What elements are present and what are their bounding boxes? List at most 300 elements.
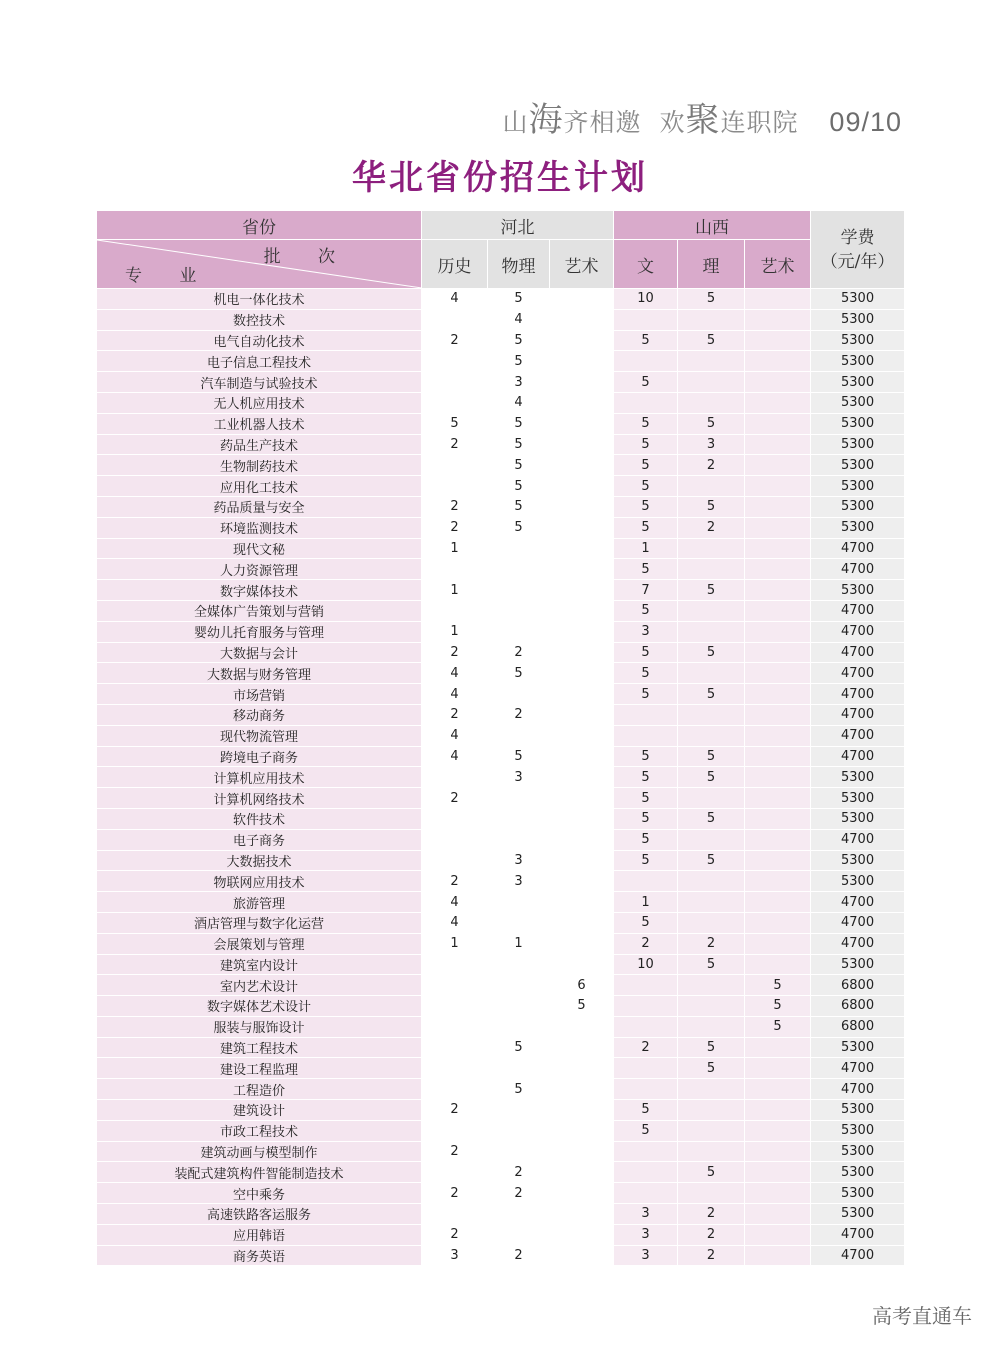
- shanxi-art: [745, 892, 811, 913]
- hebei-history: [422, 996, 488, 1017]
- shanxi-art: [745, 829, 811, 850]
- tuition-fee: 5300: [811, 289, 905, 310]
- hebei-physics: [488, 600, 550, 621]
- shanxi-liberal: 3: [614, 1204, 678, 1225]
- hebei-art: 5: [550, 996, 614, 1017]
- hebei-physics: 2: [488, 1162, 550, 1183]
- table-row: [97, 1204, 905, 1225]
- hebei-art: [550, 725, 614, 746]
- tuition-fee: 4700: [811, 933, 905, 954]
- hebei-history: [422, 829, 488, 850]
- hebei-art: [550, 684, 614, 705]
- table-row: [97, 1037, 905, 1058]
- header-major: 专 业: [125, 266, 213, 286]
- hebei-art: [550, 621, 614, 642]
- shanxi-science: [678, 600, 745, 621]
- header-shanxi: 山西: [614, 211, 811, 240]
- major-name: 移动商务: [97, 704, 422, 725]
- shanxi-science: 5: [678, 1162, 745, 1183]
- shanxi-art: [745, 1224, 811, 1245]
- hebei-physics: 3: [488, 372, 550, 393]
- shanxi-science: 5: [678, 850, 745, 871]
- major-name: 现代物流管理: [97, 725, 422, 746]
- hebei-history: 1: [422, 621, 488, 642]
- major-name: 电子信息工程技术: [97, 351, 422, 372]
- major-name: 全媒体广告策划与营销: [97, 600, 422, 621]
- tuition-fee: 5300: [811, 871, 905, 892]
- hebei-history: 1: [422, 933, 488, 954]
- table-row: [97, 1100, 905, 1121]
- major-name: 市政工程技术: [97, 1120, 422, 1141]
- header-sx-liberal: 文: [614, 240, 678, 289]
- shanxi-art: [745, 1079, 811, 1100]
- page-title: 华北省份招生计划: [352, 158, 648, 198]
- hebei-physics: [488, 1141, 550, 1162]
- hebei-art: [550, 808, 614, 829]
- shanxi-art: [745, 517, 811, 538]
- tuition-fee: 5300: [811, 476, 905, 497]
- shanxi-science: 2: [678, 517, 745, 538]
- shanxi-liberal: 5: [614, 1120, 678, 1141]
- table-row: [97, 912, 905, 933]
- hebei-physics: 3: [488, 767, 550, 788]
- page-number: 09/10: [829, 107, 902, 137]
- major-name: 计算机网络技术: [97, 788, 422, 809]
- hebei-physics: [488, 892, 550, 913]
- hebei-physics: [488, 1224, 550, 1245]
- table-row: [97, 1016, 905, 1037]
- shanxi-liberal: 3: [614, 621, 678, 642]
- shanxi-science: 2: [678, 455, 745, 476]
- hebei-physics: 5: [488, 413, 550, 434]
- hebei-history: 2: [422, 517, 488, 538]
- hebei-physics: [488, 1058, 550, 1079]
- shanxi-science: 2: [678, 933, 745, 954]
- major-name: 药品质量与安全: [97, 496, 422, 517]
- shanxi-art: [745, 434, 811, 455]
- tuition-fee: 4700: [811, 684, 905, 705]
- tuition-fee: 4700: [811, 1079, 905, 1100]
- shanxi-liberal: 2: [614, 1037, 678, 1058]
- hebei-art: [550, 871, 614, 892]
- major-name: 工业机器人技术: [97, 413, 422, 434]
- header-fee-line1: 学费: [840, 227, 875, 248]
- shanxi-liberal: 5: [614, 330, 678, 351]
- shanxi-liberal: 3: [614, 1224, 678, 1245]
- shanxi-liberal: [614, 996, 678, 1017]
- tuition-fee: 4700: [811, 892, 905, 913]
- table-row: [97, 642, 905, 663]
- hebei-history: [422, 1079, 488, 1100]
- table-row: [97, 517, 905, 538]
- hebei-art: [550, 351, 614, 372]
- shanxi-science: [678, 1120, 745, 1141]
- table-row: [97, 476, 905, 497]
- shanxi-science: 5: [678, 289, 745, 310]
- shanxi-science: [678, 704, 745, 725]
- table-row: [97, 954, 905, 975]
- table-row: [97, 496, 905, 517]
- hebei-history: [422, 1037, 488, 1058]
- shanxi-liberal: 5: [614, 455, 678, 476]
- shanxi-liberal: 5: [614, 372, 678, 393]
- major-name: 建设工程监理: [97, 1058, 422, 1079]
- table-row: [97, 933, 905, 954]
- shanxi-art: [745, 1058, 811, 1079]
- hebei-art: [550, 933, 614, 954]
- shanxi-art: 5: [745, 996, 811, 1017]
- shanxi-liberal: 3: [614, 1245, 678, 1266]
- hebei-history: 4: [422, 746, 488, 767]
- shanxi-science: [678, 829, 745, 850]
- hebei-history: [422, 1204, 488, 1225]
- shanxi-art: [745, 351, 811, 372]
- shanxi-science: [678, 912, 745, 933]
- hebei-physics: [488, 829, 550, 850]
- hebei-physics: [488, 559, 550, 580]
- hebei-art: [550, 413, 614, 434]
- header-batch: 批 次: [263, 247, 351, 267]
- hebei-art: [550, 538, 614, 559]
- hebei-history: [422, 455, 488, 476]
- tuition-fee: 4700: [811, 746, 905, 767]
- shanxi-science: 2: [678, 1224, 745, 1245]
- shanxi-art: [745, 621, 811, 642]
- tuition-fee: 4700: [811, 725, 905, 746]
- tuition-fee: 5300: [811, 1120, 905, 1141]
- hebei-art: [550, 1245, 614, 1266]
- major-name: 空中乘务: [97, 1183, 422, 1204]
- shanxi-art: [745, 788, 811, 809]
- major-name: 建筑室内设计: [97, 954, 422, 975]
- slogan-char-large: 海: [528, 100, 564, 140]
- shanxi-art: [745, 642, 811, 663]
- hebei-physics: [488, 788, 550, 809]
- hebei-art: [550, 1162, 614, 1183]
- shanxi-science: 5: [678, 684, 745, 705]
- table-row: [97, 1141, 905, 1162]
- shanxi-science: [678, 538, 745, 559]
- hebei-art: [550, 1079, 614, 1100]
- tuition-fee: 5300: [811, 1037, 905, 1058]
- table-row: [97, 372, 905, 393]
- shanxi-science: 5: [678, 746, 745, 767]
- header-sx-art: 艺术: [745, 240, 811, 289]
- table-row: [97, 455, 905, 476]
- hebei-art: [550, 850, 614, 871]
- hebei-art: [550, 829, 614, 850]
- hebei-history: 2: [422, 1224, 488, 1245]
- shanxi-liberal: [614, 1141, 678, 1162]
- major-name: 商务英语: [97, 1245, 422, 1266]
- shanxi-art: 5: [745, 1016, 811, 1037]
- slogan-text: 齐相邀: [563, 108, 642, 137]
- shanxi-art: [745, 1204, 811, 1225]
- table-row: [97, 1079, 905, 1100]
- hebei-art: [550, 1224, 614, 1245]
- tuition-fee: 5300: [811, 372, 905, 393]
- hebei-history: [422, 351, 488, 372]
- shanxi-science: [678, 1141, 745, 1162]
- major-name: 大数据与会计: [97, 642, 422, 663]
- shanxi-science: 3: [678, 434, 745, 455]
- major-name: 机电一体化技术: [97, 289, 422, 310]
- table-row: [97, 413, 905, 434]
- table-row: [97, 1162, 905, 1183]
- shanxi-liberal: 1: [614, 538, 678, 559]
- hebei-art: [550, 517, 614, 538]
- hebei-physics: 5: [488, 351, 550, 372]
- hebei-history: 2: [422, 434, 488, 455]
- hebei-art: [550, 309, 614, 330]
- shanxi-art: [745, 1245, 811, 1266]
- shanxi-science: 5: [678, 413, 745, 434]
- hebei-history: [422, 1016, 488, 1037]
- hebei-physics: [488, 975, 550, 996]
- shanxi-science: 5: [678, 954, 745, 975]
- hebei-history: 2: [422, 1183, 488, 1204]
- header-fee-line2: （元/年）: [820, 251, 895, 272]
- hebei-history: 1: [422, 580, 488, 601]
- hebei-history: 4: [422, 912, 488, 933]
- hebei-art: [550, 788, 614, 809]
- major-name: 工程造价: [97, 1079, 422, 1100]
- major-name: 数字媒体艺术设计: [97, 996, 422, 1017]
- shanxi-science: [678, 1079, 745, 1100]
- shanxi-liberal: 5: [614, 600, 678, 621]
- major-name: 婴幼儿托育服务与管理: [97, 621, 422, 642]
- tuition-fee: 4700: [811, 1058, 905, 1079]
- hebei-art: [550, 372, 614, 393]
- major-name: 旅游管理: [97, 892, 422, 913]
- tuition-fee: 5300: [811, 517, 905, 538]
- shanxi-art: [745, 1162, 811, 1183]
- header-province: 省份: [97, 211, 422, 240]
- tuition-fee: 5300: [811, 309, 905, 330]
- hebei-art: [550, 289, 614, 310]
- major-name: 会展策划与管理: [97, 933, 422, 954]
- shanxi-art: [745, 767, 811, 788]
- table-row: [97, 600, 905, 621]
- hebei-physics: [488, 621, 550, 642]
- hebei-physics: 3: [488, 871, 550, 892]
- table-row: [97, 1183, 905, 1204]
- shanxi-liberal: [614, 392, 678, 413]
- shanxi-liberal: [614, 1058, 678, 1079]
- tuition-fee: 5300: [811, 580, 905, 601]
- table-row: [97, 871, 905, 892]
- major-name: 大数据与财务管理: [97, 663, 422, 684]
- hebei-history: [422, 767, 488, 788]
- shanxi-art: [745, 330, 811, 351]
- major-name: 服装与服饰设计: [97, 1016, 422, 1037]
- tuition-fee: 5300: [811, 1204, 905, 1225]
- shanxi-art: [745, 850, 811, 871]
- table-row: [97, 767, 905, 788]
- hebei-art: [550, 892, 614, 913]
- shanxi-art: [745, 476, 811, 497]
- shanxi-science: [678, 559, 745, 580]
- shanxi-liberal: 5: [614, 767, 678, 788]
- shanxi-art: [745, 684, 811, 705]
- shanxi-science: 5: [678, 808, 745, 829]
- shanxi-science: [678, 392, 745, 413]
- tuition-fee: 4700: [811, 538, 905, 559]
- shanxi-art: [745, 580, 811, 601]
- hebei-art: [550, 476, 614, 497]
- shanxi-science: [678, 871, 745, 892]
- slogan-text: 连职院: [720, 108, 799, 137]
- hebei-art: [550, 1037, 614, 1058]
- tuition-fee: 4700: [811, 1224, 905, 1245]
- hebei-physics: 1: [488, 933, 550, 954]
- shanxi-science: 2: [678, 1204, 745, 1225]
- shanxi-science: [678, 1016, 745, 1037]
- shanxi-art: [745, 725, 811, 746]
- shanxi-art: [745, 1120, 811, 1141]
- major-name: 高速铁路客运服务: [97, 1204, 422, 1225]
- major-name: 现代文秘: [97, 538, 422, 559]
- shanxi-art: [745, 663, 811, 684]
- shanxi-science: [678, 788, 745, 809]
- hebei-art: [550, 954, 614, 975]
- hebei-history: [422, 808, 488, 829]
- hebei-physics: 4: [488, 392, 550, 413]
- hebei-physics: 4: [488, 309, 550, 330]
- shanxi-science: [678, 996, 745, 1017]
- tuition-fee: 5300: [811, 1100, 905, 1121]
- hebei-physics: 5: [488, 330, 550, 351]
- hebei-physics: [488, 725, 550, 746]
- tuition-fee: 5300: [811, 1183, 905, 1204]
- enrollment-table: [96, 210, 905, 1266]
- tuition-fee: 4700: [811, 829, 905, 850]
- shanxi-science: [678, 663, 745, 684]
- hebei-art: [550, 1058, 614, 1079]
- shanxi-liberal: 10: [614, 954, 678, 975]
- hebei-history: [422, 600, 488, 621]
- shanxi-liberal: 5: [614, 684, 678, 705]
- hebei-art: [550, 1204, 614, 1225]
- hebei-physics: [488, 1100, 550, 1121]
- slogan-char: 欢: [659, 108, 686, 137]
- watermark: 高考直通车: [872, 1304, 972, 1328]
- table-row: [97, 829, 905, 850]
- shanxi-science: [678, 1100, 745, 1121]
- shanxi-art: [745, 413, 811, 434]
- tuition-fee: 4700: [811, 559, 905, 580]
- tuition-fee: 4700: [811, 704, 905, 725]
- hebei-physics: [488, 538, 550, 559]
- tuition-fee: 5300: [811, 434, 905, 455]
- table-row: [97, 892, 905, 913]
- tuition-fee: 4700: [811, 912, 905, 933]
- shanxi-science: 5: [678, 1037, 745, 1058]
- shanxi-art: [745, 1100, 811, 1121]
- table-row: [97, 580, 905, 601]
- shanxi-liberal: 5: [614, 559, 678, 580]
- shanxi-art: [745, 372, 811, 393]
- hebei-physics: 2: [488, 1183, 550, 1204]
- shanxi-art: [745, 871, 811, 892]
- table-row: [97, 538, 905, 559]
- header-hb-art: 艺术: [550, 240, 614, 289]
- major-name: 数字媒体技术: [97, 580, 422, 601]
- shanxi-liberal: 7: [614, 580, 678, 601]
- hebei-art: [550, 1141, 614, 1162]
- major-name: 建筑动画与模型制作: [97, 1141, 422, 1162]
- hebei-physics: 5: [488, 434, 550, 455]
- tuition-fee: 6800: [811, 996, 905, 1017]
- hebei-physics: [488, 912, 550, 933]
- shanxi-science: 5: [678, 1058, 745, 1079]
- major-name: 汽车制造与试验技术: [97, 372, 422, 393]
- hebei-physics: [488, 954, 550, 975]
- shanxi-liberal: 5: [614, 746, 678, 767]
- hebei-history: 2: [422, 788, 488, 809]
- tuition-fee: 4700: [811, 600, 905, 621]
- major-name: 应用化工技术: [97, 476, 422, 497]
- header-hb-history: 历史: [422, 240, 488, 289]
- header-hebei: 河北: [422, 211, 614, 240]
- hebei-history: 2: [422, 496, 488, 517]
- hebei-history: 2: [422, 871, 488, 892]
- hebei-history: [422, 372, 488, 393]
- major-name: 应用韩语: [97, 1224, 422, 1245]
- major-name: 数控技术: [97, 309, 422, 330]
- shanxi-liberal: 5: [614, 476, 678, 497]
- table-row: [97, 434, 905, 455]
- hebei-art: [550, 496, 614, 517]
- table-body: [97, 289, 905, 1266]
- page-header: [0, 92, 1000, 141]
- shanxi-art: [745, 289, 811, 310]
- hebei-art: [550, 1183, 614, 1204]
- shanxi-science: [678, 309, 745, 330]
- shanxi-art: [745, 912, 811, 933]
- major-name: 电气自动化技术: [97, 330, 422, 351]
- hebei-art: [550, 1100, 614, 1121]
- shanxi-liberal: 5: [614, 434, 678, 455]
- shanxi-liberal: 5: [614, 850, 678, 871]
- shanxi-science: [678, 476, 745, 497]
- hebei-physics: [488, 684, 550, 705]
- hebei-physics: 5: [488, 455, 550, 476]
- shanxi-art: [745, 933, 811, 954]
- tuition-fee: 6800: [811, 1016, 905, 1037]
- shanxi-art: [745, 309, 811, 330]
- hebei-history: [422, 975, 488, 996]
- shanxi-science: 5: [678, 580, 745, 601]
- major-name: 大数据技术: [97, 850, 422, 871]
- shanxi-art: [745, 455, 811, 476]
- hebei-history: 5: [422, 413, 488, 434]
- hebei-art: 6: [550, 975, 614, 996]
- shanxi-liberal: [614, 351, 678, 372]
- shanxi-liberal: 5: [614, 912, 678, 933]
- shanxi-liberal: 5: [614, 1100, 678, 1121]
- table-row: [97, 351, 905, 372]
- hebei-history: 2: [422, 704, 488, 725]
- tuition-fee: 4700: [811, 1245, 905, 1266]
- major-name: 市场营销: [97, 684, 422, 705]
- hebei-history: 2: [422, 642, 488, 663]
- shanxi-liberal: [614, 704, 678, 725]
- major-name: 物联网应用技术: [97, 871, 422, 892]
- table-row: [97, 788, 905, 809]
- hebei-physics: [488, 580, 550, 601]
- hebei-history: 3: [422, 1245, 488, 1266]
